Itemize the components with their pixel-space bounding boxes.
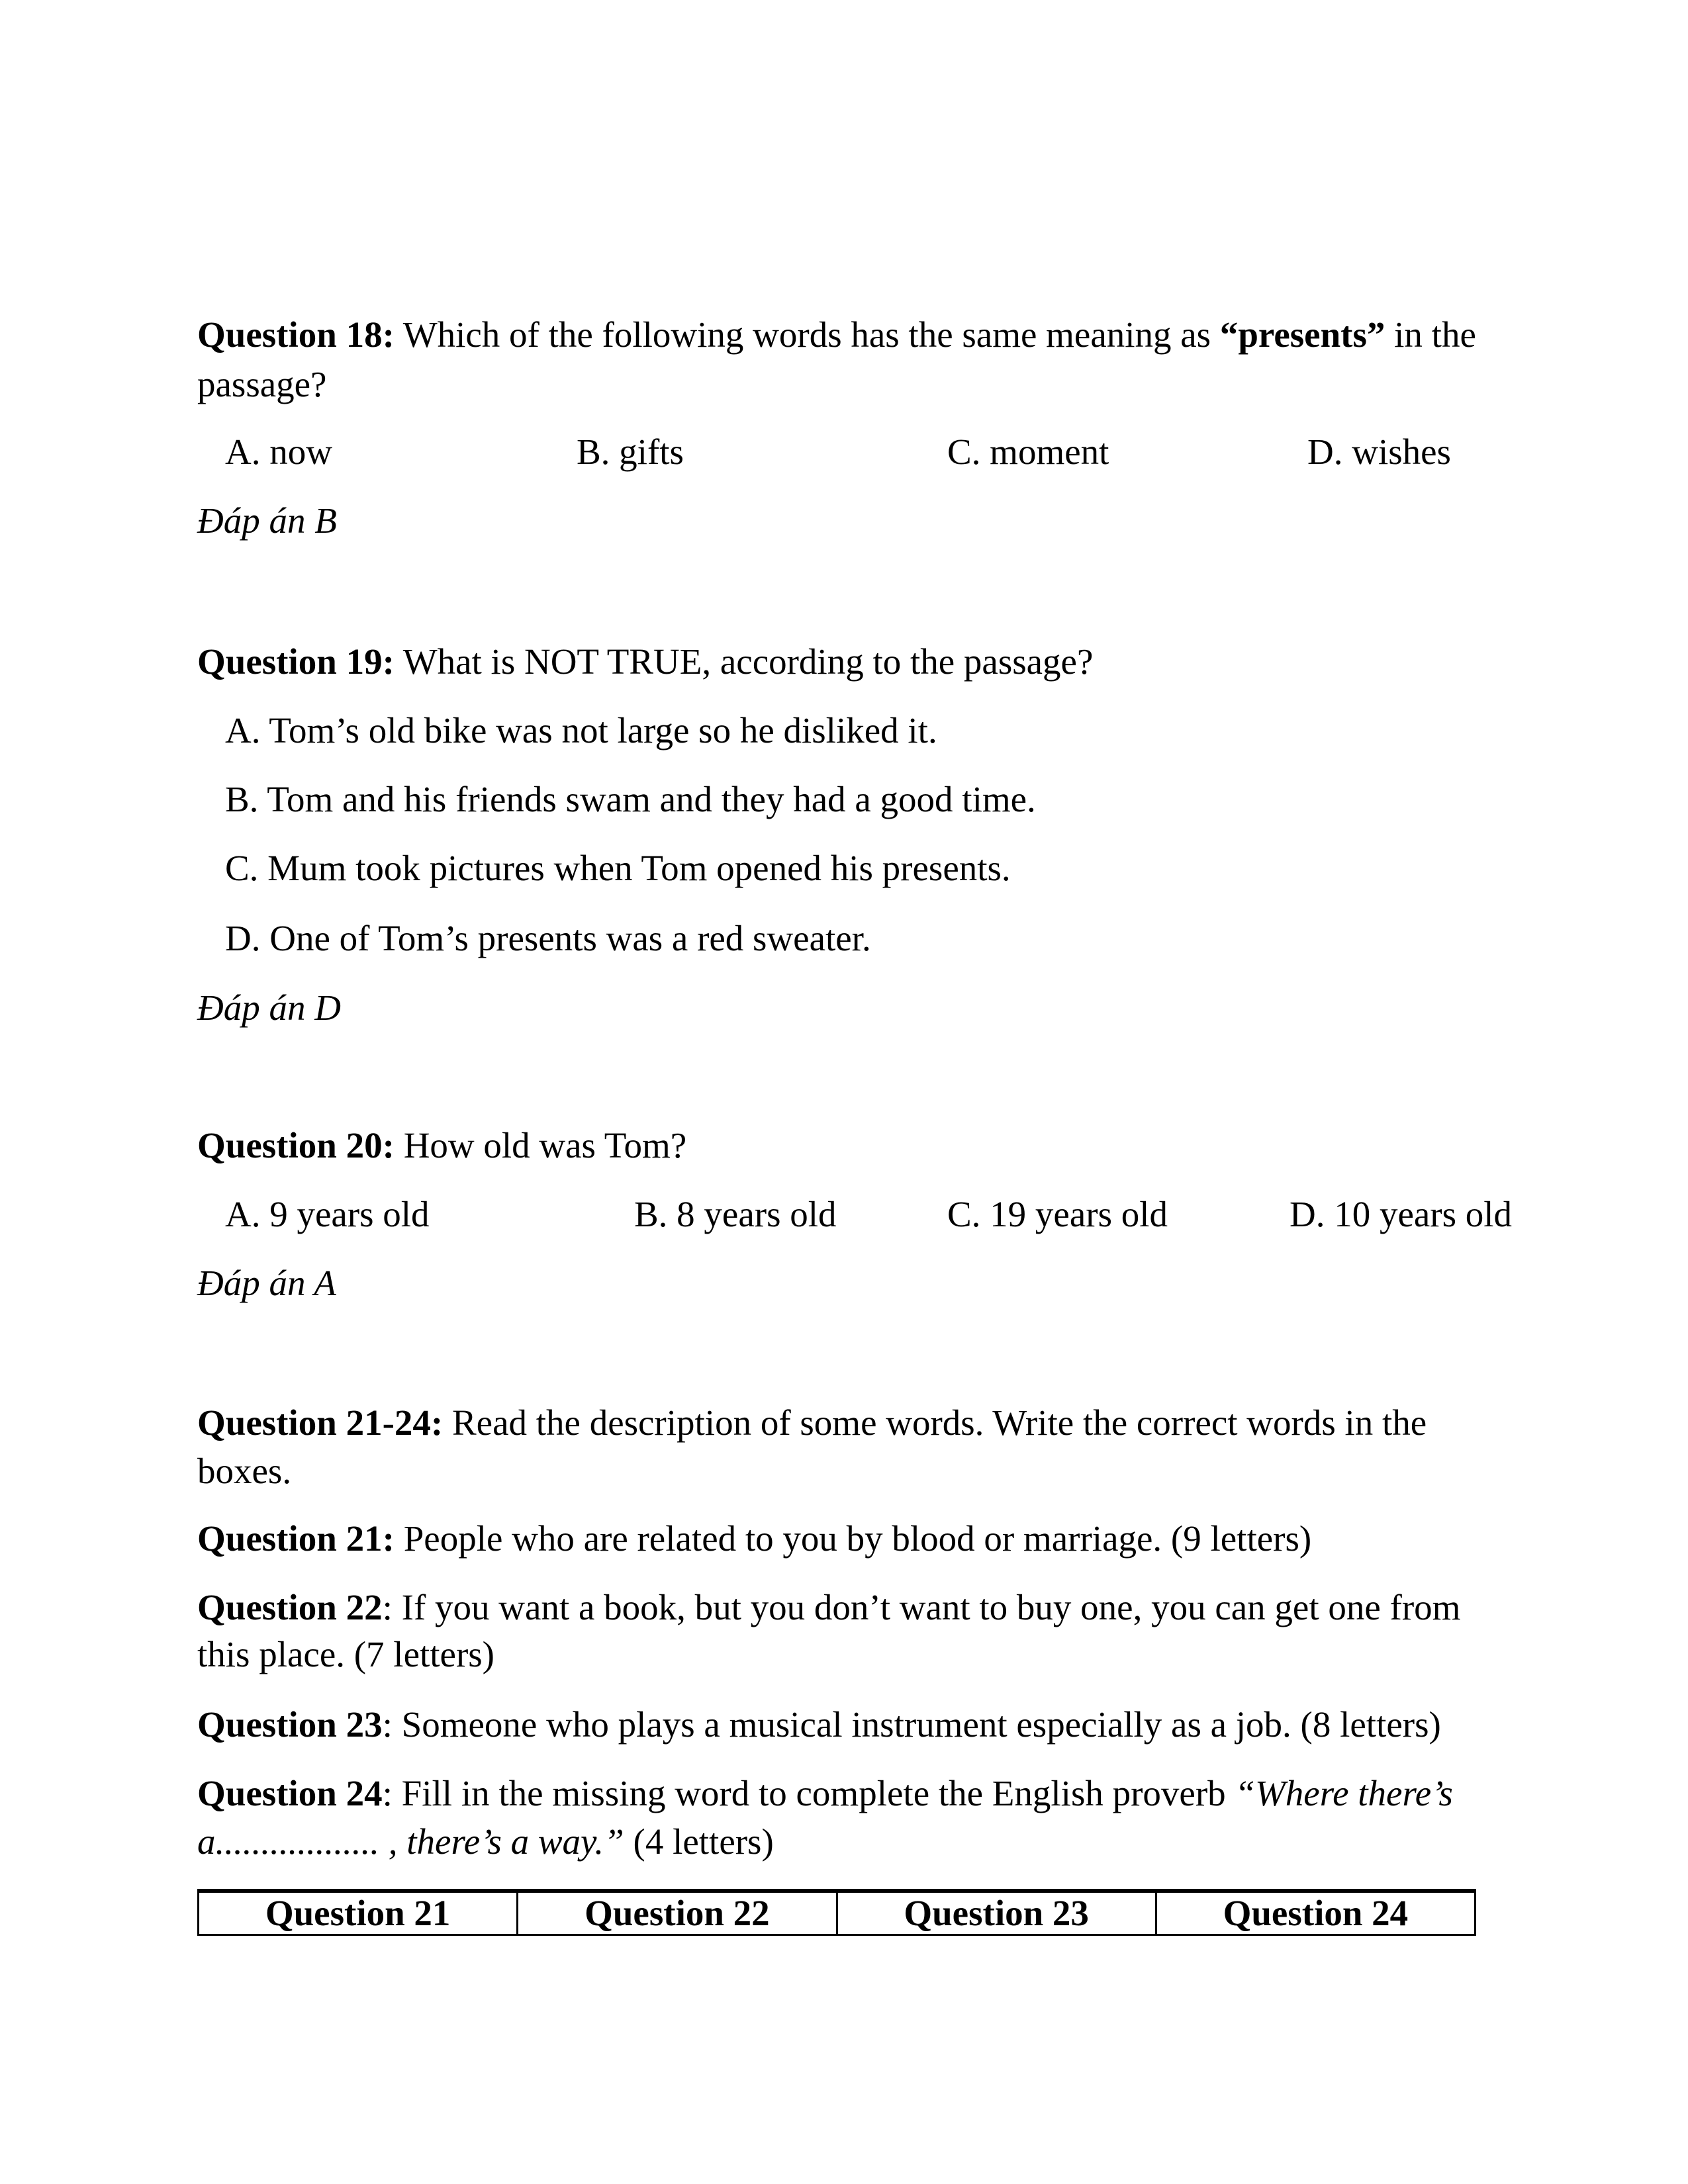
q24-question — [197, 1770, 1453, 1817]
q18-question-line2: passage? — [197, 364, 327, 404]
question-text: (4 letters) — [624, 1821, 774, 1862]
question-label: Question 24 — [197, 1773, 383, 1813]
q22-question-line2: this place. (7 letters) — [197, 1634, 494, 1674]
q20-option-d: D. 10 years old — [1289, 1194, 1513, 1234]
q18-option-b: B. gifts — [577, 432, 684, 472]
q22-question — [197, 1584, 1460, 1631]
table-header-q23: Question 23 — [837, 1891, 1156, 1935]
q19-option-d: D. One of Tom’s presents was a red sweater. — [225, 918, 871, 958]
question-text: in the — [1385, 314, 1476, 355]
q18-option-c: C. moment — [947, 432, 1109, 472]
table-row — [199, 1891, 1476, 1935]
answer-text: Đáp án A — [197, 1263, 336, 1303]
question-label: Question 21: — [197, 1518, 395, 1559]
q19-option-a: A. Tom’s old bike was not large so he disliked it. — [225, 710, 937, 751]
q20-option-b: B. 8 years old — [634, 1194, 837, 1234]
q18-option-d: D. wishes — [1307, 432, 1451, 472]
q18-option-a: A. now — [225, 432, 332, 472]
q21-24-instruction-line2: boxes. — [197, 1451, 292, 1491]
question-label: Question 23 — [197, 1704, 383, 1745]
q19-option-b: B. Tom and his friends swam and they had a good time. — [225, 779, 1036, 819]
q21-24-instruction — [197, 1399, 1427, 1447]
question-text: What is NOT TRUE, according to the passage? — [394, 641, 1094, 682]
answer-table — [197, 1889, 1476, 1936]
question-label: Question 22 — [197, 1587, 383, 1627]
proverb-text: a.................. , there’s a way.” — [197, 1821, 624, 1862]
question-text: : Someone who plays a musical instrument especially as a job. (8 letters) — [382, 1704, 1441, 1745]
question-keyword: “presents” — [1219, 314, 1385, 355]
question-text: People who are related to you by blood or marriage. (9 letters) — [394, 1518, 1312, 1559]
question-label: Question 21-24: — [197, 1402, 444, 1443]
q20-option-c: C. 19 years old — [947, 1194, 1168, 1234]
q18-answer — [197, 497, 337, 545]
q20-answer — [197, 1259, 336, 1307]
answer-text: Đáp án B — [197, 500, 337, 541]
question-text: Which of the following words has the same meaning as — [394, 314, 1220, 355]
answer-text: Đáp án D — [197, 987, 341, 1028]
q18-question — [197, 311, 1476, 359]
question-label: Question 18: — [197, 314, 395, 355]
question-text: : Fill in the missing word to complete the English proverb — [382, 1773, 1235, 1813]
question-text: How old was Tom? — [394, 1125, 687, 1165]
q19-question — [197, 638, 1093, 686]
table-header-q24: Question 24 — [1156, 1891, 1475, 1935]
table-header-q21: Question 21 — [199, 1891, 518, 1935]
question-label: Question 19: — [197, 641, 395, 682]
q24-question-line2 — [197, 1818, 774, 1866]
q19-option-c: C. Mum took pictures when Tom opened his presents. — [225, 848, 1011, 888]
q23-question — [197, 1701, 1441, 1749]
q20-question — [197, 1122, 686, 1169]
q19-answer — [197, 984, 341, 1032]
proverb-text: “Where there’s — [1235, 1773, 1453, 1813]
question-text: Read the description of some words. Write the correct words in the — [443, 1402, 1427, 1443]
question-label: Question 20: — [197, 1125, 395, 1165]
question-text: : If you want a book, but you don’t want to buy one, you can get one from — [382, 1587, 1461, 1627]
q21-question — [197, 1515, 1311, 1563]
table-header-q22: Question 22 — [518, 1891, 837, 1935]
q20-option-a: A. 9 years old — [225, 1194, 430, 1234]
